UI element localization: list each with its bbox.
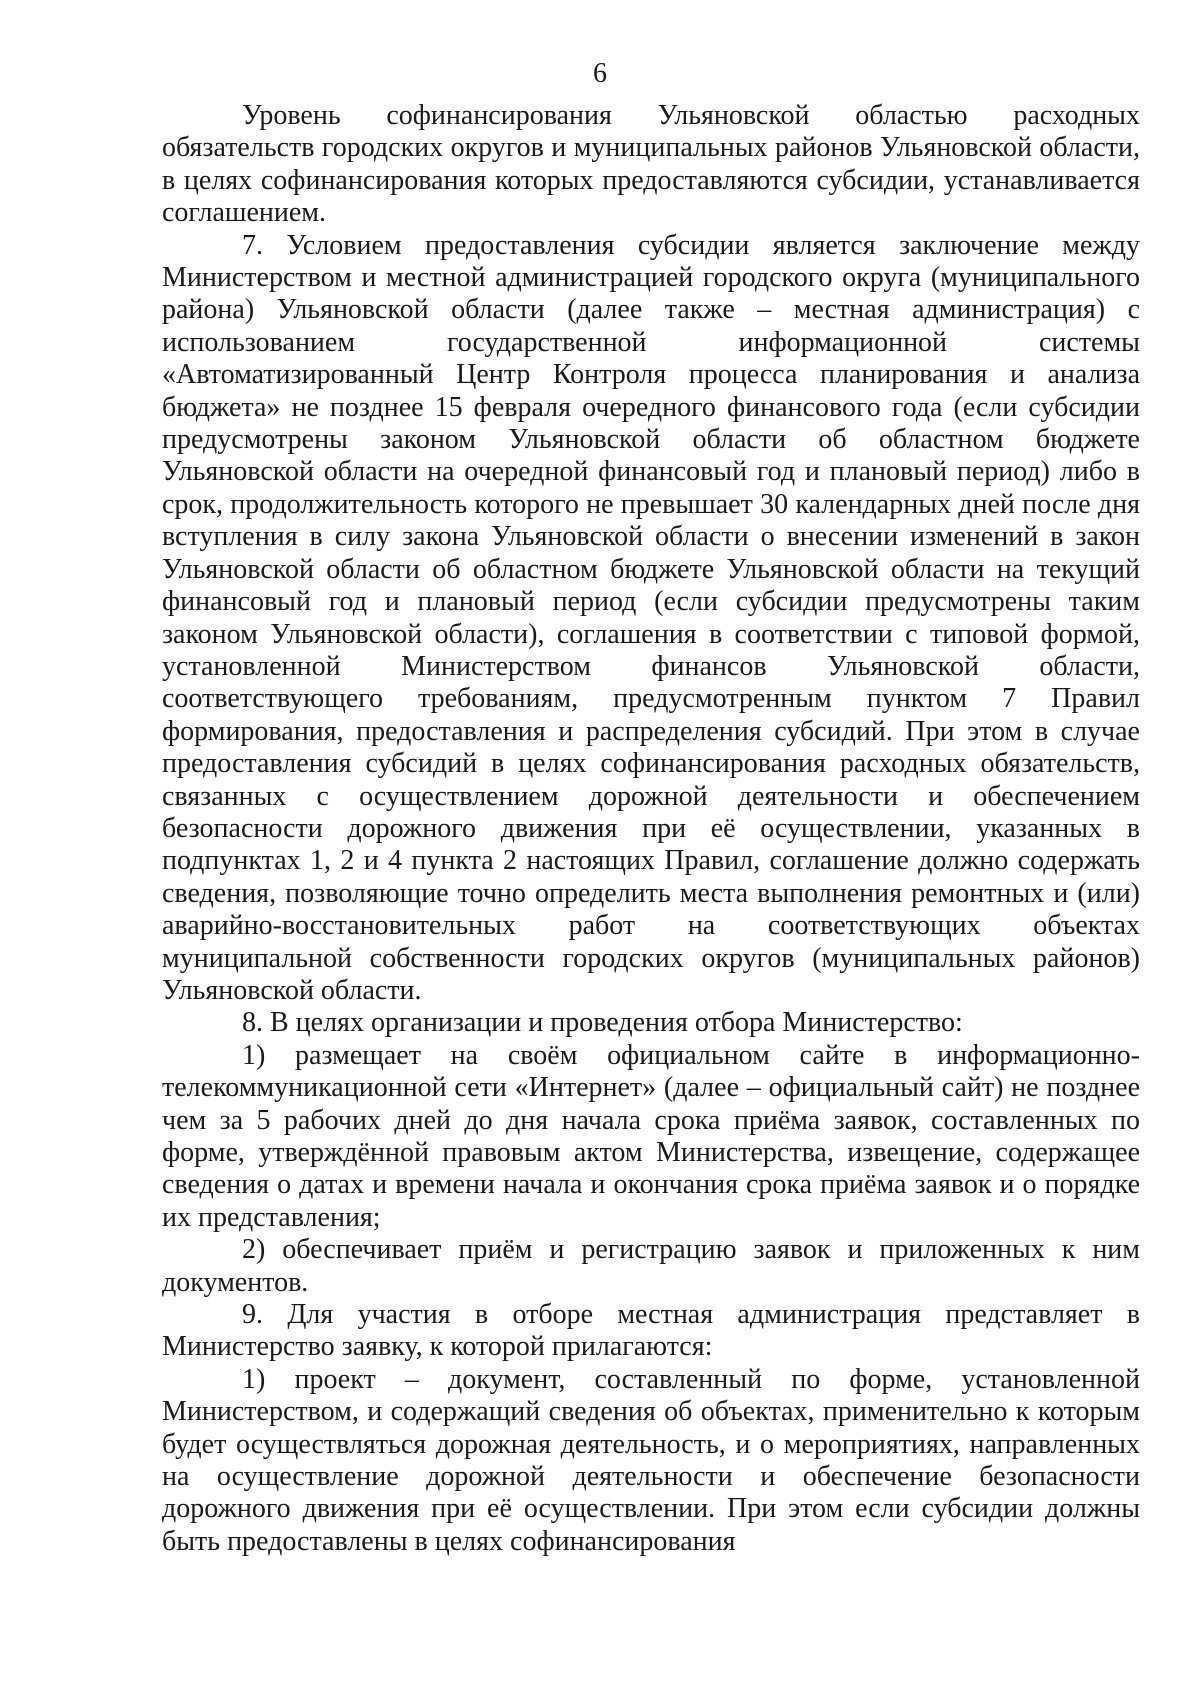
paragraph-8-item-1: 1) размещает на своём официальном сайте в информационно-телекоммуникационной сети «Интернет» (далее – официальный сайт) не позднее чем за 5 рабочих дней до дня начала срока приёма заявок, составленных по форме, утверждённой правовым актом Министерства, извещение, содержащее сведения о датах и времени начала и окончания срока приёма заявок и о порядке их представления;	[162, 1039, 1140, 1233]
paragraph-8-item-2: 2) обеспечивает приём и регистрацию заявок и приложенных к ним документов.	[162, 1234, 1140, 1298]
paragraph-9-item-1: 1) проект – документ, составленный по форме, установленной Министерством, и содержащий сведения об объектах, применительно к которым будет осуществляться дорожная деятельность, и о мероприятиях, направленных на осуществление дорожной деятельности и обеспечение безопасности дорожного движения при её осуществлении. При этом если субсидии должны быть предоставлены в целях софинансирования	[162, 1363, 1140, 1557]
paragraph-cofinancing-level: Уровень софинансирования Ульяновской областью расходных обязательств городских округов и муниципальных районов Ульяновской области, в целях софинансирования которых предоставляются субсидии, устанавливается соглашением.	[162, 100, 1140, 229]
paragraph-9-participation: 9. Для участия в отборе местная администрация представляет в Министерство заявку, к которой прилагаются:	[162, 1299, 1140, 1363]
page-number: 6	[593, 58, 607, 89]
document-body	[162, 100, 1140, 1558]
paragraph-8-selection: 8. В целях организации и проведения отбора Министерство:	[242, 1007, 963, 1039]
paragraph-7-subsidy-condition: 7. Условием предоставления субсидии является заключение между Министерством и местной администрацией городского округа (муниципального района) Ульяновской области (далее также – местная администрация) с использованием государственной информационной системы «Автоматизированный Центр Контроля процесса планирования и анализа бюджета» не позднее 15 февраля очередного финансового года (если субсидии предусмотрены законом Ульяновской области об областном бюджете Ульяновской области на очередной финансовый год и плановый период) либо в срок, продолжительность которого не превышает 30 календарных дней после дня вступления в силу закона Ульяновской области о внесении изменений в закон Ульяновской области об областном бюджете Ульяновской области на текущий финансовый год и плановый период (если субсидии предусмотрены таким законом Ульяновской области), соглашения в соответствии с типовой формой, установленной Министерством финансов Ульяновской области, соответствующего требованиям, предусмотренным пунктом 7 Правил формирования, предоставления и распределения субсидий. При этом в случае предоставления субсидий в целях софинансирования расходных обязательств, связанных с осуществлением дорожной деятельности и обеспечением безопасности дорожного движения при её осуществлении, указанных в подпунктах 1, 2 и 4 пункта 2 настоящих Правил, соглашение должно содержать сведения, позволяющие точно определить места выполнения ремонтных и (или) аварийно-восстановительных работ на соответствующих объектах муниципальной собственности городских округов (муниципальных районов) Ульяновской области.	[162, 229, 1140, 1006]
